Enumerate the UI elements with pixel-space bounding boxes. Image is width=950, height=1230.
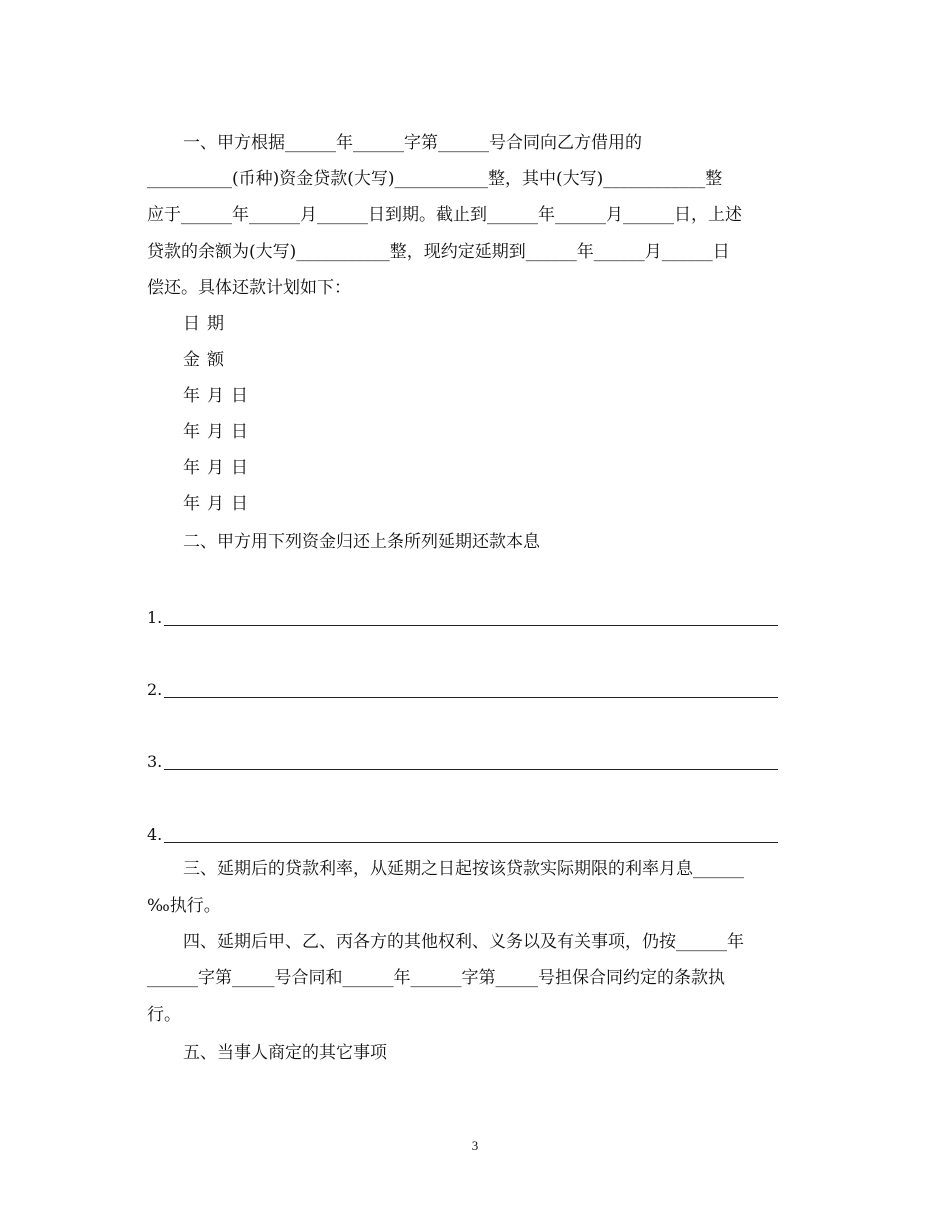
schedule-row-4: 年月日 [183, 494, 255, 514]
clause2-item-2-number: 2. [147, 680, 163, 699]
clause5-text: 五、当事人商定的其它事项 [183, 1043, 387, 1063]
clause2-item-3-number: 3. [147, 752, 163, 771]
clause2-item-1-number: 1. [147, 608, 163, 627]
clause1-line5: 偿还。具体还款计划如下： [147, 278, 351, 298]
schedule-amount-label: 金额 [183, 350, 231, 370]
clause2-text: 二、甲方用下列资金归还上条所列延期还款本息 [183, 532, 540, 552]
clause2-item-3-blank [164, 769, 778, 770]
clause4-line2: ______字第_____号合同和______年______字第_____号担保合同约定的条款执 [147, 968, 725, 988]
clause1-line3: 应于______年______月______日到期。截止到______年______月______日，上述 [147, 205, 742, 225]
clause2-item-4-blank [164, 842, 778, 843]
clause2-item-1-blank [164, 625, 778, 626]
clause1-line4: 贷款的余额为(大写)___________整，现约定延期到______年______月______日 [147, 242, 730, 262]
page-number: 3 [471, 1138, 479, 1153]
clause1-line1: 一、甲方根据______年______字第______号合同向乙方借用的 [183, 133, 642, 153]
schedule-row-1: 年月日 [183, 386, 255, 406]
clause4-line3: 行。 [147, 1005, 181, 1025]
clause4-line1: 四、延期后甲、乙、丙各方的其他权利、义务以及有关事项，仍按______年 [183, 932, 744, 952]
clause1-line2: __________(币种)资金贷款(大写)___________整，其中(大写)____________整 [147, 169, 723, 189]
clause2-item-4-number: 4. [147, 825, 163, 844]
clause3-line2: ‰执行。 [147, 896, 221, 916]
clause3-line1: 三、延期后的贷款利率，从延期之日起按该贷款实际期限的利率月息______ [183, 859, 744, 879]
schedule-row-3: 年月日 [183, 458, 255, 478]
clause2-item-2-blank [164, 697, 778, 698]
schedule-date-label: 日期 [183, 314, 231, 334]
schedule-row-2: 年月日 [183, 422, 255, 442]
